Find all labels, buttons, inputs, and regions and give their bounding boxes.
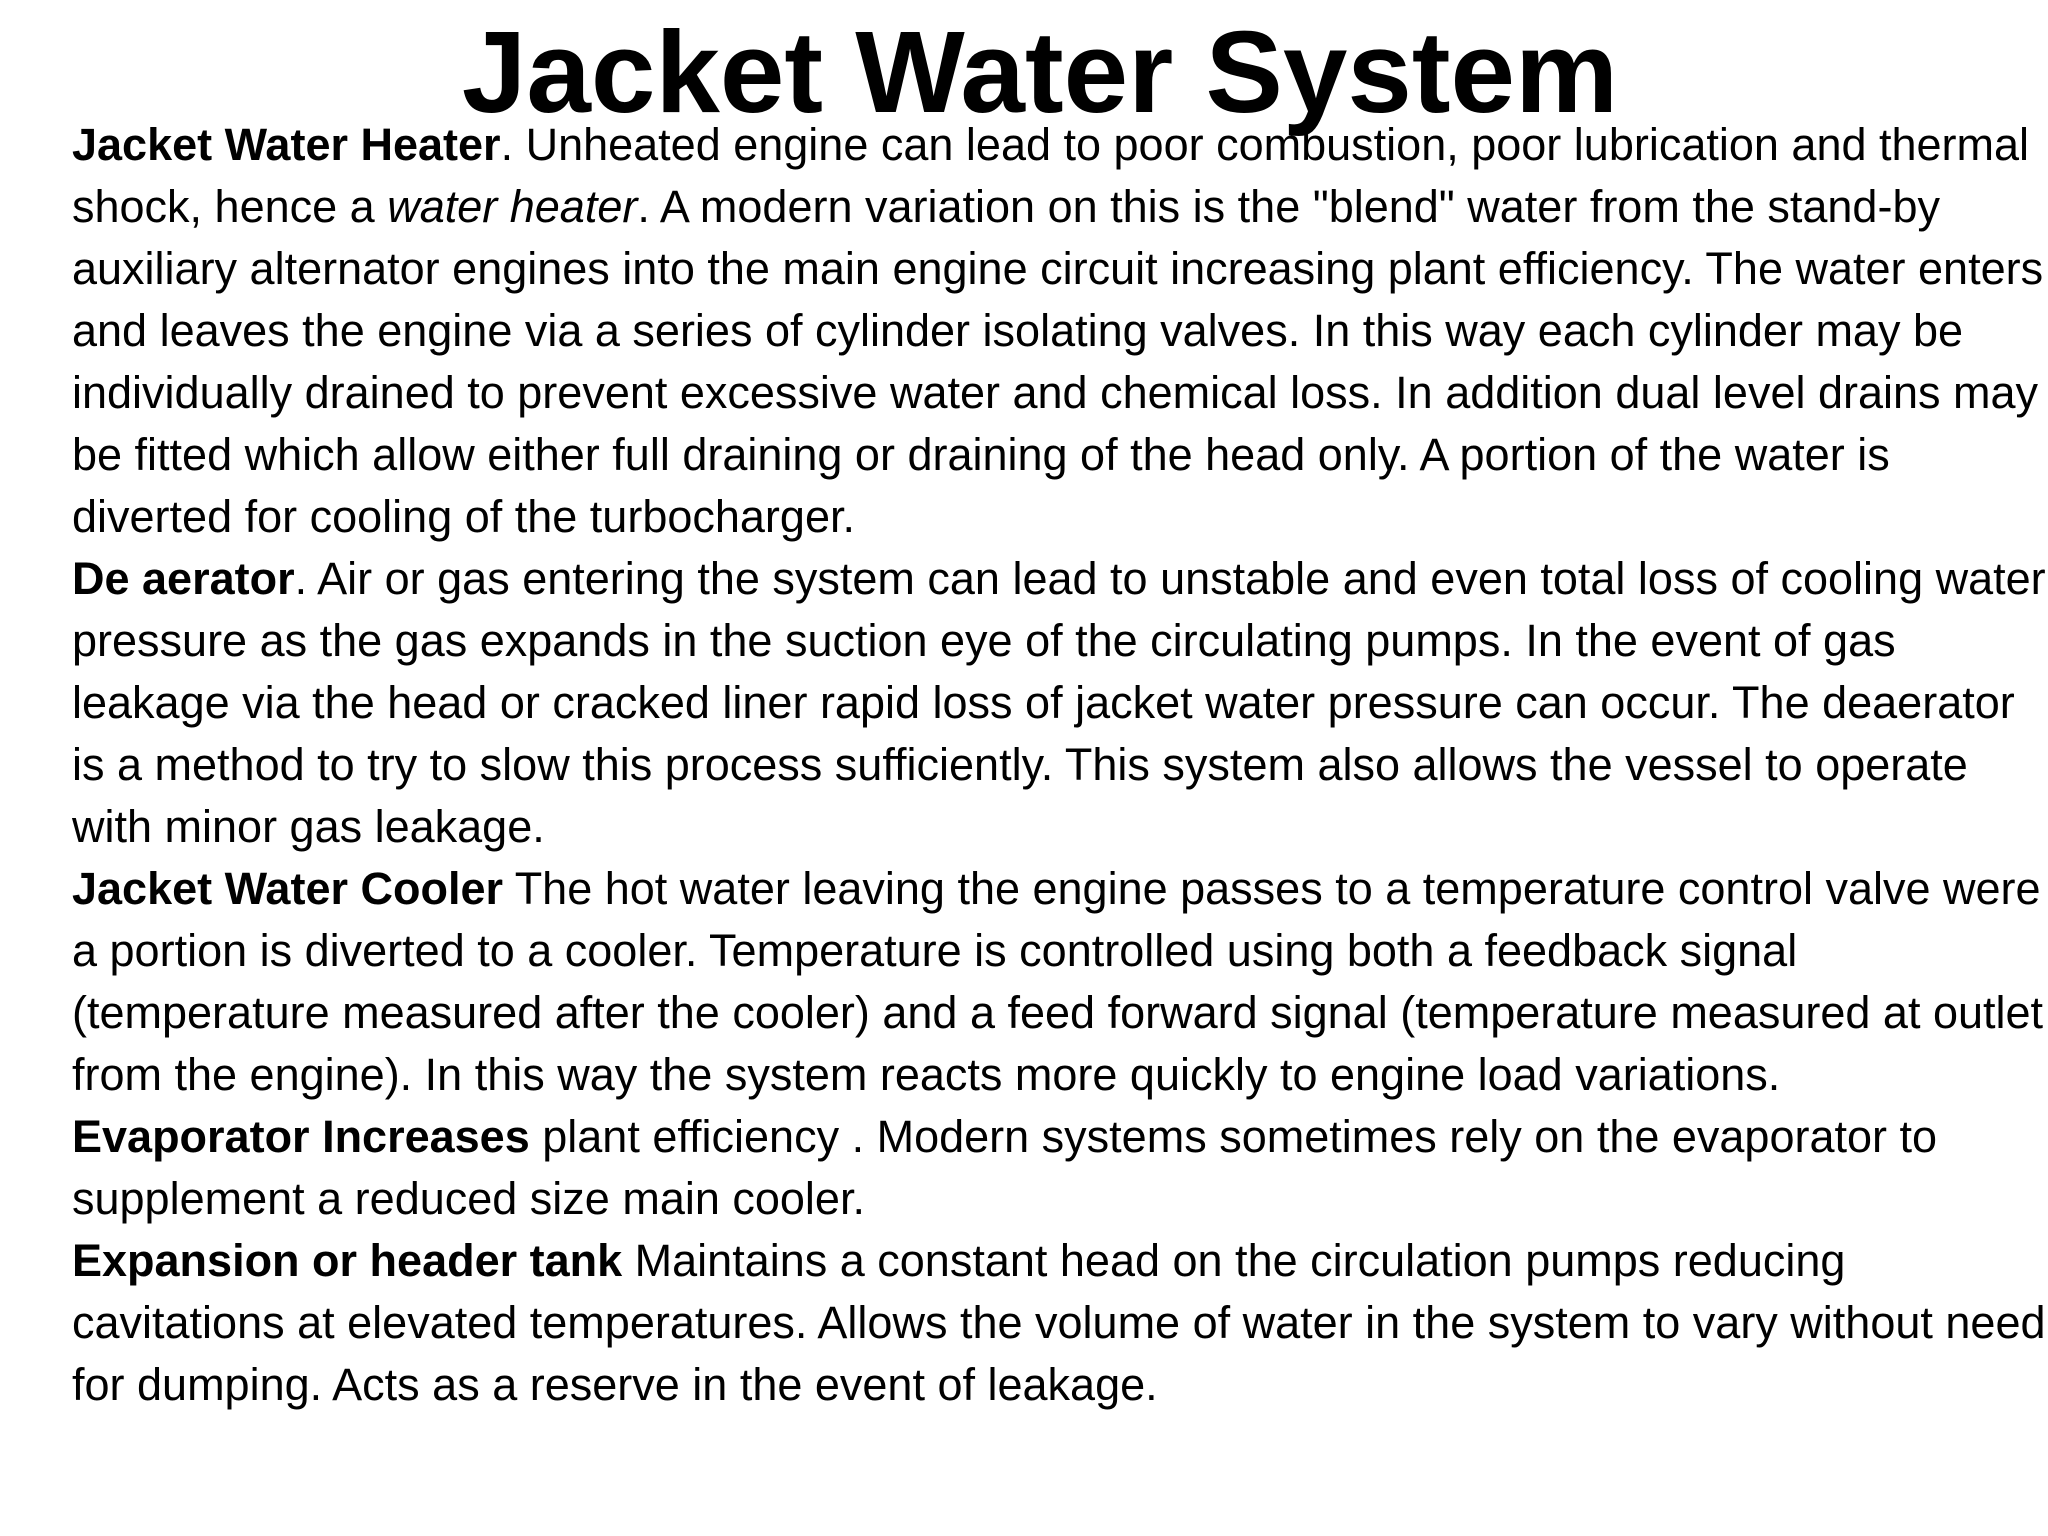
term-evaporator: Evaporator Increases bbox=[72, 1111, 530, 1162]
paragraph-de-aerator bbox=[72, 548, 2048, 858]
evaporator-text: plant efficiency . Modern systems sometimes rely on the evaporator to supplement a reduced size main cooler. bbox=[72, 1111, 1938, 1224]
paragraph-evaporator bbox=[72, 1106, 2048, 1230]
expansion-text: Maintains a constant head on the circulation pumps reducing cavitations at elevated temperatures. Allows the volume of water in the system to vary without need for dumping. Acts as a reserve in the event of leakage. bbox=[72, 1235, 2046, 1410]
deaerator-text: . Air or gas entering the system can lead to unstable and even total loss of cooling water pressure as the gas expands in the suction eye of the circulating pumps. In the event of gas leakage via the head or cracked liner rapid loss of jacket water pressure can occur. The deaerator is a method to try to slow this process sufficiently. This system also allows the vessel to operate with minor gas leakage. bbox=[72, 553, 2046, 852]
heater-emphasis: water heater bbox=[387, 181, 638, 232]
heater-text-a: . Unheated engine can lead to poor combustion, poor lubrication and thermal shock, hence a bbox=[72, 119, 2030, 232]
paragraph-jacket-water-cooler bbox=[72, 858, 2048, 1106]
heater-text-b: . A modern variation on this is the "blend" water from the stand-by auxiliary alternator engines into the main engine circuit increasing plant efficiency. The water enters and leaves the engine via a series of cylinder isolating valves. In this way each cylinder may be individually drained to prevent excessive water and chemical loss. In addition dual level drains may be fitted which allow either full draining or draining of the head only. A portion of the water is diverted for cooling of the turbocharger. bbox=[72, 181, 2044, 542]
paragraph-expansion-tank bbox=[72, 1230, 2048, 1416]
slide-body bbox=[72, 114, 2048, 1416]
term-expansion-tank: Expansion or header tank bbox=[72, 1235, 623, 1286]
term-jacket-water-heater: Jacket Water Heater bbox=[72, 119, 501, 170]
term-de-aerator: De aerator bbox=[72, 553, 295, 604]
slide-title: Jacket Water System bbox=[461, 7, 1619, 137]
cooler-text: The hot water leaving the engine passes to a temperature control valve were a portion is diverted to a cooler. Temperature is controlled using both a feedback signal (temperature measured after the cooler) and a feed forward signal (temperature measured at outlet from the engine). In this way the system reacts more quickly to engine load variations. bbox=[72, 863, 2044, 1100]
paragraph-jacket-water-heater bbox=[72, 114, 2048, 548]
term-jacket-water-cooler: Jacket Water Cooler bbox=[72, 863, 503, 914]
